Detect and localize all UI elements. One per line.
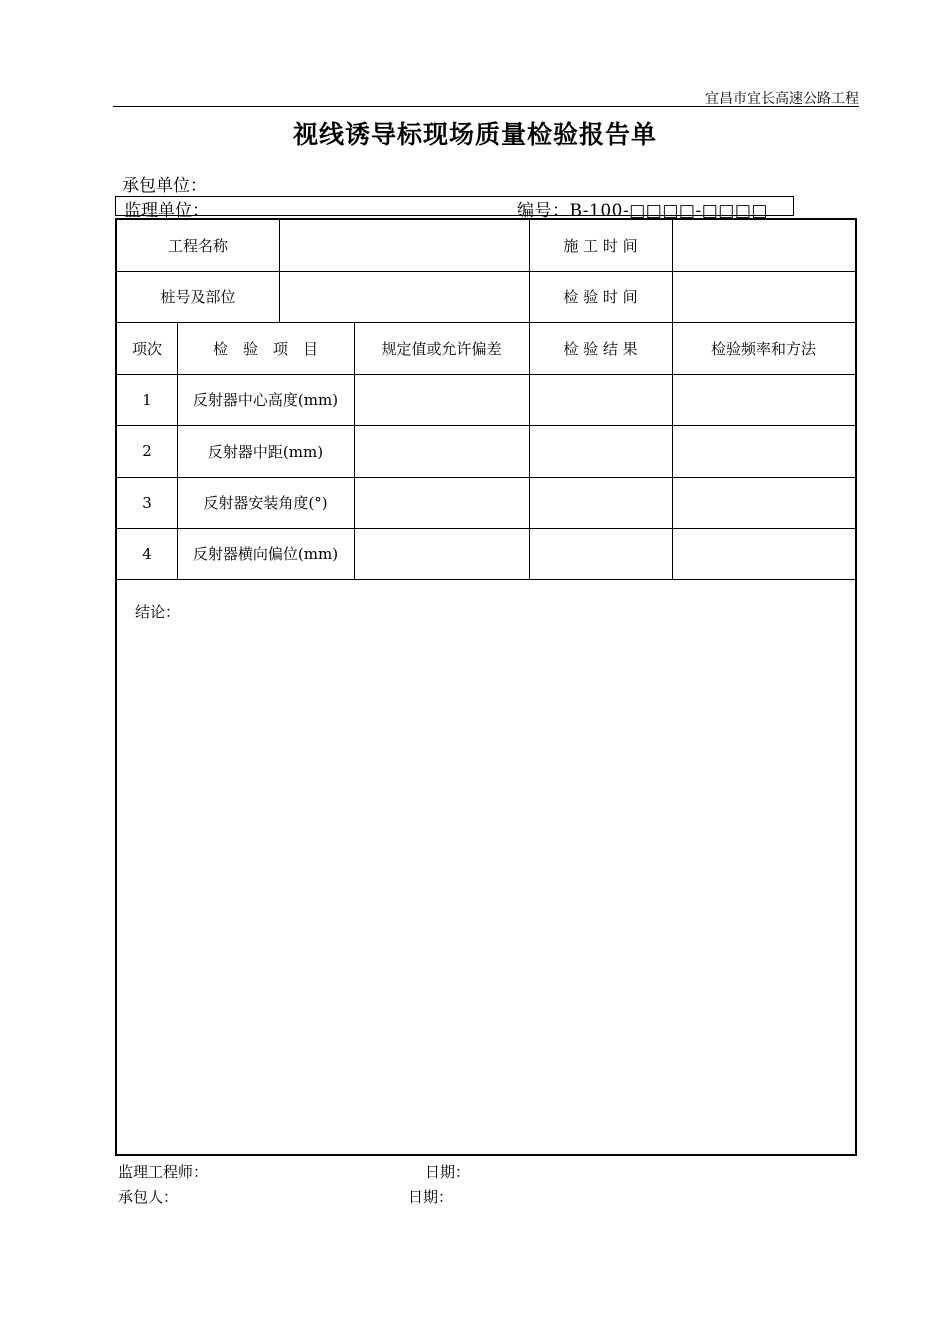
column-header-method: 检验频率和方法 xyxy=(710,339,816,358)
header-project-name: 宜昌市宜长高速公路工程 xyxy=(705,91,859,107)
station-label: 桩号及部位 xyxy=(160,288,236,306)
contractor-date-label: 日期： xyxy=(408,1188,454,1206)
row-seq: 3 xyxy=(142,493,152,512)
contractor-person-label: 承包人： xyxy=(118,1188,179,1206)
row-item: 反射器横向偏位(mm) xyxy=(192,545,339,563)
column-header-seq: 项次 xyxy=(131,339,162,358)
contractor-unit-label: 承包单位： xyxy=(122,176,207,196)
inspection-time-label: 检 验 时 间 xyxy=(563,288,638,306)
conclusion-label: 结论： xyxy=(135,603,181,621)
document-number: 编号：B-100-□□□□-□□□□ xyxy=(517,201,768,221)
engineer-date-label: 日期： xyxy=(425,1163,471,1181)
row-item: 反射器中心高度(mm) xyxy=(192,391,339,409)
project-name-value[interactable] xyxy=(279,220,529,271)
row-seq: 4 xyxy=(142,544,152,563)
column-header-spec: 规定值或允许偏差 xyxy=(381,339,502,358)
construction-time-label: 施 工 时 间 xyxy=(563,237,638,255)
project-name-label: 工程名称 xyxy=(167,237,228,255)
column-header-result: 检 验 结 果 xyxy=(563,339,638,358)
station-value[interactable] xyxy=(279,271,529,322)
supervisor-unit-label: 监理单位： xyxy=(124,201,209,221)
row-item: 反射器安装角度(°) xyxy=(203,494,328,512)
inspection-time-value[interactable] xyxy=(672,271,855,322)
inspection-table xyxy=(115,218,857,1156)
column-header-item: 检 验 项 目 xyxy=(212,339,318,358)
row-seq: 1 xyxy=(142,390,152,409)
header-divider xyxy=(113,106,859,107)
page-title: 视线诱导标现场质量检验报告单 xyxy=(292,120,657,149)
row-seq: 2 xyxy=(142,442,152,460)
construction-time-value[interactable] xyxy=(672,220,855,271)
supervising-engineer-label: 监理工程师： xyxy=(118,1163,209,1181)
conclusion-area[interactable] xyxy=(117,579,855,1154)
row-item: 反射器中距(mm) xyxy=(207,442,324,461)
